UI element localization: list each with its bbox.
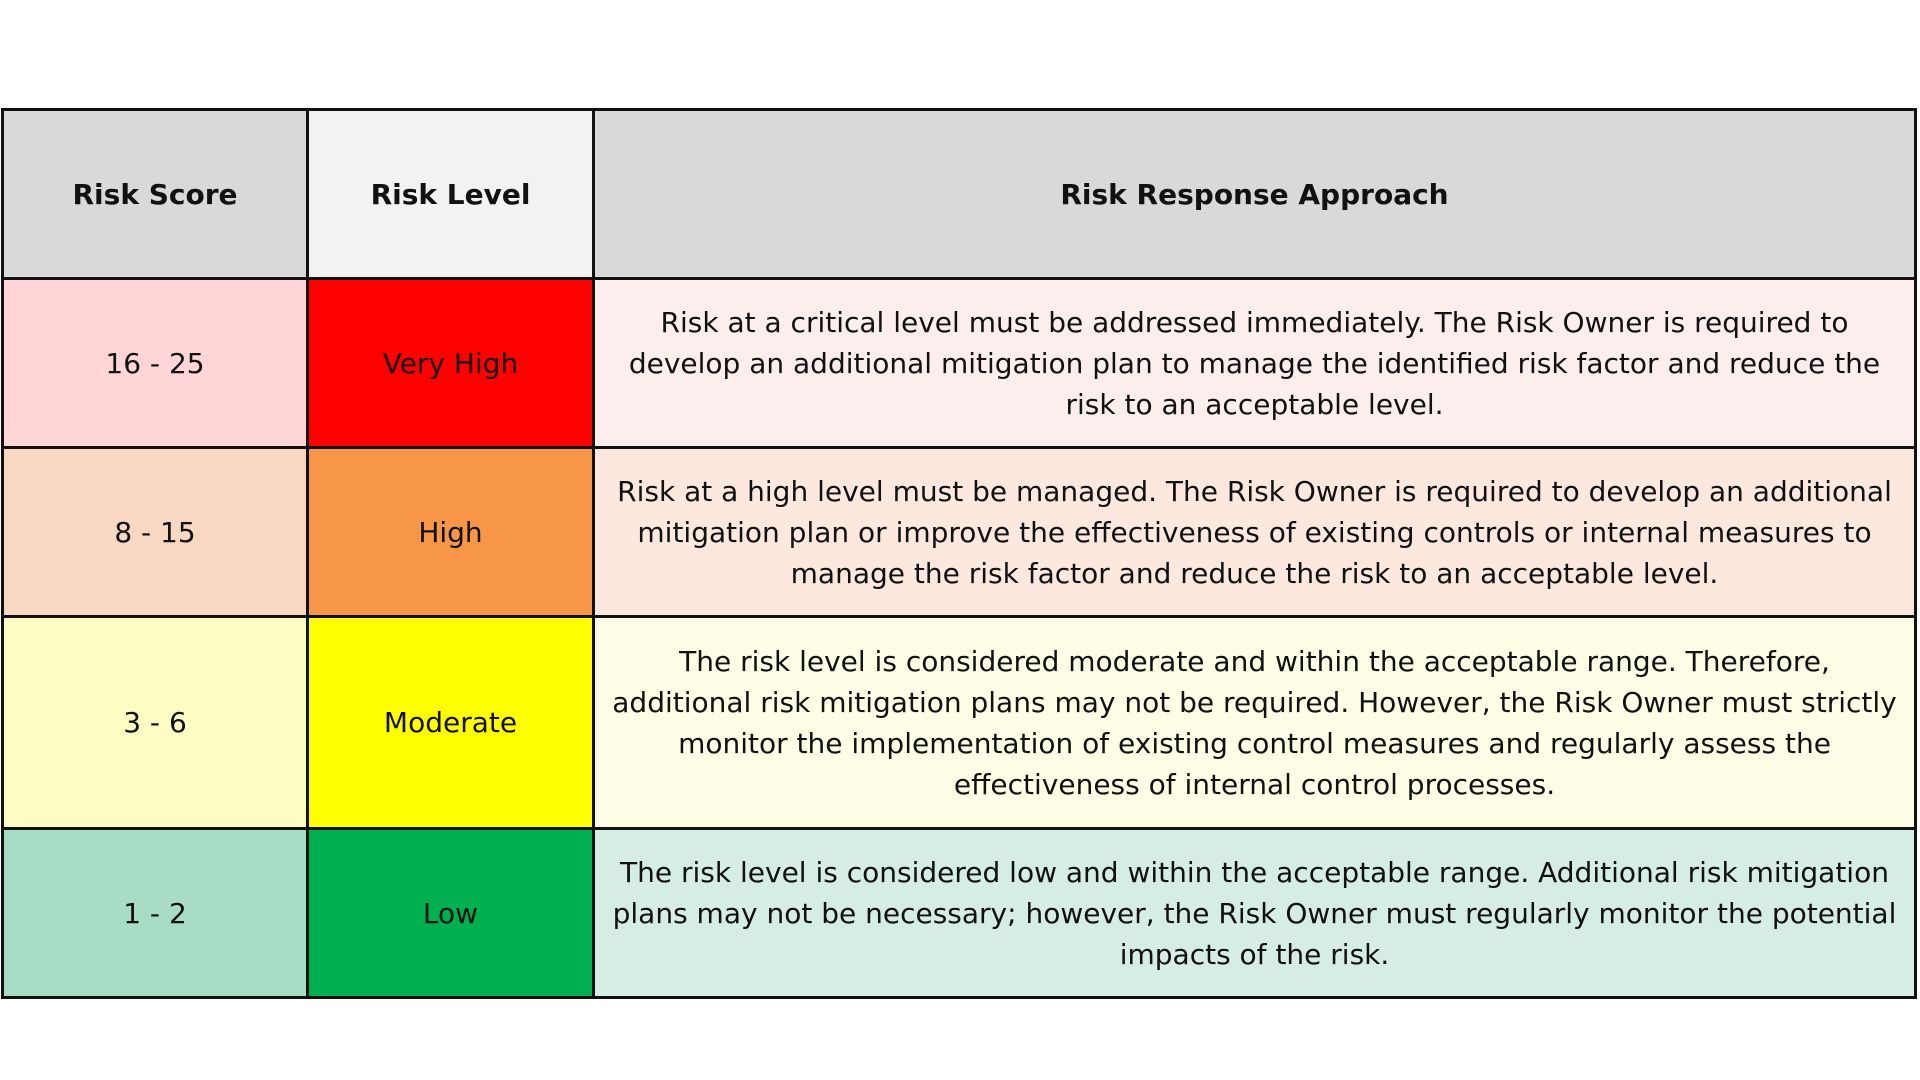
risk-level-cell: Low bbox=[308, 829, 594, 998]
table-row-high bbox=[3, 448, 1916, 617]
risk-score-cell: 1 - 2 bbox=[3, 829, 308, 998]
risk-level-cell: Very High bbox=[308, 279, 594, 448]
risk-matrix-table bbox=[1, 108, 1917, 999]
table-row-very-high bbox=[3, 279, 1916, 448]
risk-approach-cell: The risk level is considered moderate and within the acceptable range. Therefore, additional risk mitigation plans may not be required. However, the Risk Owner must strictly monitor the implementation of existing control measures and regularly assess the effectiveness of internal control processes. bbox=[594, 617, 1916, 829]
risk-level-cell: Moderate bbox=[308, 617, 594, 829]
risk-score-cell: 3 - 6 bbox=[3, 617, 308, 829]
table-row-moderate bbox=[3, 617, 1916, 829]
risk-approach-cell: Risk at a critical level must be addressed immediately. The Risk Owner is required to develop an additional mitigation plan to manage the identified risk factor and reduce the risk to an acceptable level. bbox=[594, 279, 1916, 448]
header-risk-level: Risk Level bbox=[308, 110, 594, 279]
table-row-low bbox=[3, 829, 1916, 998]
risk-score-cell: 16 - 25 bbox=[3, 279, 308, 448]
risk-approach-cell: Risk at a high level must be managed. The Risk Owner is required to develop an additional mitigation plan or improve the effectiveness of existing controls or internal measures to manage the risk factor and reduce the risk to an acceptable level. bbox=[594, 448, 1916, 617]
risk-score-cell: 8 - 15 bbox=[3, 448, 308, 617]
risk-level-cell: High bbox=[308, 448, 594, 617]
header-risk-score: Risk Score bbox=[3, 110, 308, 279]
header-row bbox=[3, 110, 1916, 279]
header-risk-response-approach: Risk Response Approach bbox=[594, 110, 1916, 279]
risk-approach-cell: The risk level is considered low and within the acceptable range. Additional risk mitigation plans may not be necessary; however, the Risk Owner must regularly monitor the potential impacts of the risk. bbox=[594, 829, 1916, 998]
